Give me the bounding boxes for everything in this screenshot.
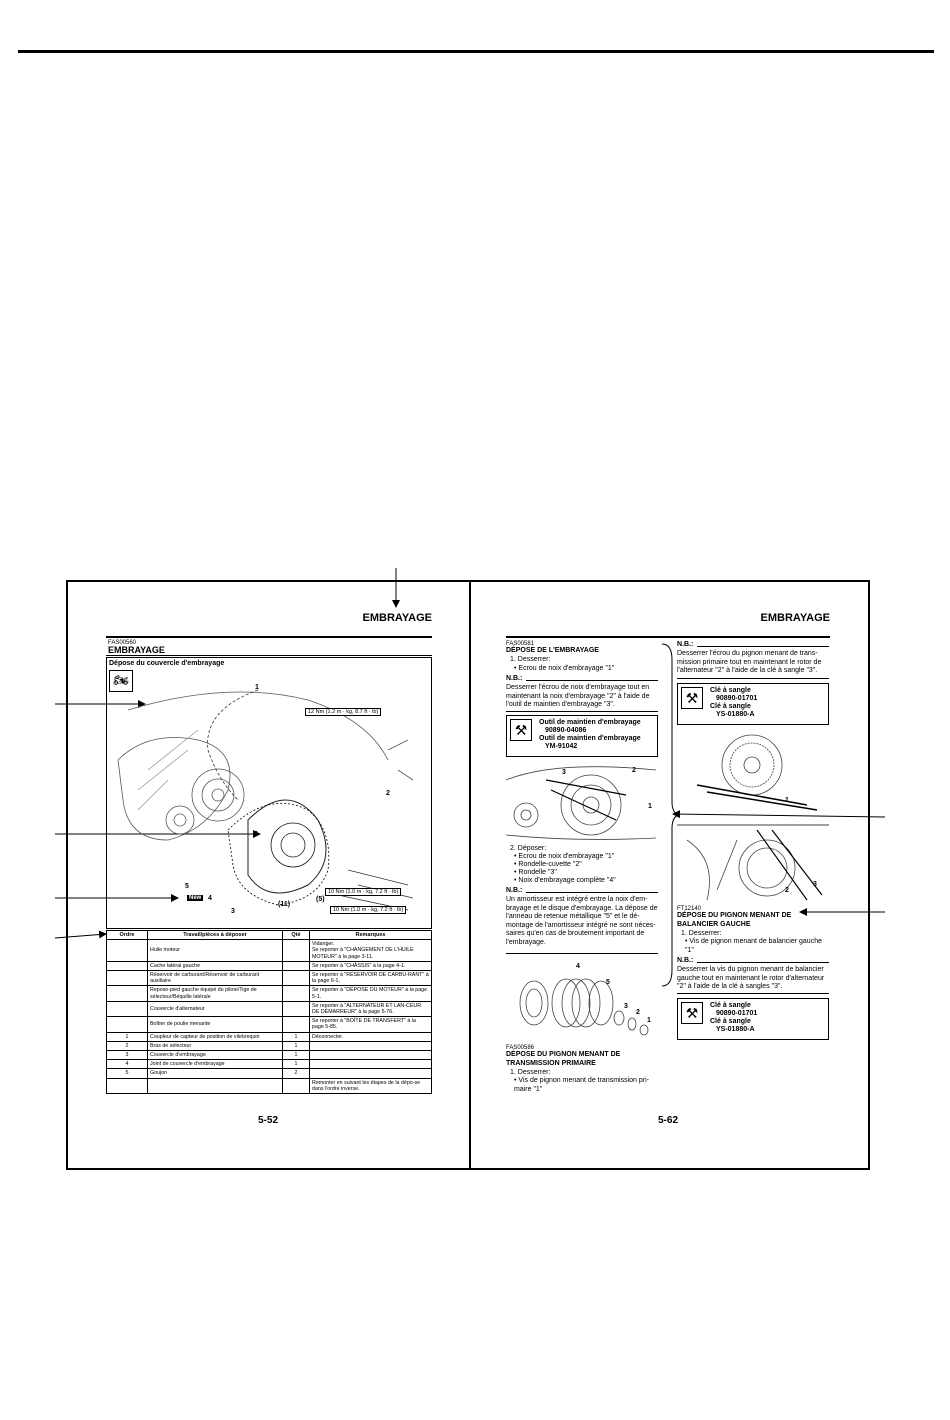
cell-remarques: Se reporter à "BOÎTE DE TRANSFERT" à la page 5-85. [310,1017,432,1032]
cell-travail: Huile moteur [148,940,283,962]
cell-remarques: Se reporter à "ALTERNATEUR ET LAN-CEUR DE DÉMARREUR" à la page 5-76. [310,1001,432,1016]
tool2-line4: YS-01880-A [716,711,755,718]
r-col2-title: DÉPOSE DU PIGNON MENANT DE BALANCIER GAUCHE [677,912,792,928]
callout-5a: 5 [254,831,258,838]
left-title-rule [106,655,432,656]
r-col2-nb1-end [677,678,829,679]
r-col1-nb2-text: Un amortisseur est intégré entre la noix d'em-brayage et le disque d'embrayage. La dépose de l'anneau de retenue métallique "5" et le dé-montage de l'amortisseur intégré ne sont néces-saires qu'en cas de broutement important de l'embrayage. [506,896,658,946]
cell-remarques: Se reporter à "RÉSERVOIR DE CARBU-RANT" à la page 6-1. [310,971,432,986]
callout-5b: 5 [185,883,189,890]
svg-text:1: 1 [785,797,789,804]
r-col1-nb2-label: N.B.: [506,887,523,894]
tool2-line3: Clé à sangle [710,703,751,710]
cell-travail: Joint de couvercle d'embrayage [148,1060,283,1069]
cell-ordre: 1 [107,1032,148,1041]
tool1-line2: 90890-04086 [545,727,587,734]
cell-ordre [107,971,148,986]
r-col1-nb1-label: N.B.: [506,675,523,682]
table-row [107,986,432,1001]
callout-1: 1 [255,684,259,691]
spread-divider [469,580,471,1170]
clutch-holder-illustration [506,760,658,842]
tool3-line3: Clé à sangle [710,1018,751,1025]
cell-qte [283,971,310,986]
r-col1-title2: DÉPOSE DU PIGNON MENANT DE TRANSMISSION PRIMAIRE [506,1051,621,1067]
th-remarques: Remarques [310,931,432,940]
cell-ordre [107,1001,148,1016]
cell-qte: 2 [283,1069,310,1078]
cell-qte [283,1078,310,1093]
cell-ordre [107,986,148,1001]
r-col1-step3: 1. Desserrer: [510,1069,551,1076]
cell-remarques [310,1041,432,1050]
table-row [107,971,432,986]
clutch-parts-illustration [506,958,658,1046]
svg-text:1: 1 [647,1017,651,1024]
r-col2-nb2-text: Desserrer la vis du pignon menant de balancier gauche tout en maintenant le rotor d'alternateur "2" à l'aide de la clé à sangles "3". [677,966,825,990]
r-col2-nb1-rule [697,646,829,647]
callout-11: (11) [278,901,291,908]
torque-label-2: 10 Nm (1.0 m · kg, 7.2 ft · lb) [325,888,401,896]
table-row [107,940,432,962]
table-row [107,1001,432,1016]
cell-ordre: 2 [107,1041,148,1050]
tool2-line1: Clé à sangle [710,687,751,694]
cell-travail: Cache latéral gauche [148,961,283,970]
r-col1-step2-item3: • Rondelle "3" [514,869,557,876]
th-travail: Travail/pièces à déposer [148,931,283,940]
cell-ordre [107,1017,148,1032]
table-row [107,961,432,970]
r-col2-nb1-text: Desserrer l'écrou du pignon menant de trans-mission primaire tout en maintenant le rotor de l'alternateur "2" à l'aide de la clé à sangle "3". [677,650,822,674]
table-row [107,1041,432,1050]
cell-travail: Goujon [148,1069,283,1078]
svg-text:3: 3 [813,881,817,888]
cell-travail [148,1078,283,1093]
cell-travail: Couvercle d'embrayage [148,1051,283,1060]
r-col1-nb2-end [506,953,658,954]
callout-2: 2 [386,790,390,797]
left-page-number: 5-52 [258,1115,279,1126]
cell-qte [283,1001,310,1016]
table-header-row [107,931,432,940]
left-section-title: EMBRAYAGE [108,645,165,655]
cell-ordre [107,961,148,970]
table-row [107,1051,432,1060]
r-col1-step3-item: • Vis de pignon menant de transmission pri-maire "1" [514,1077,650,1093]
cell-ordre: 5 [107,1069,148,1078]
torque-label-1: 12 Nm (1.2 m · kg, 8.7 ft · lb) [305,708,381,716]
cell-remarques: Remonter en suivant les étapes de la dépo-se dans l'ordre inverse. [310,1078,432,1093]
cell-ordre: 3 [107,1051,148,1060]
cell-travail: Boîtier de poulie menante [148,1017,283,1032]
r-col1-step2-item2: • Rondelle-cuvette "2" [514,861,582,868]
cell-qte: 1 [283,1060,310,1069]
cell-travail: Repose-pied gauche équipé du pilote/Tige de sélecteur/Béquille latérale [148,986,283,1001]
th-qte: Qté [283,931,310,940]
r-col1-code1: FAS00581 [506,641,535,647]
cell-qte: 1 [283,1032,310,1041]
svg-text:2: 2 [632,767,636,774]
r-col1-code2: FAS00586 [506,1045,535,1051]
r-col1-step1: 1. Desserrer: [510,656,551,663]
cell-remarques [310,1060,432,1069]
r-col1-title1: DÉPOSE DE L'EMBRAYAGE [506,647,599,654]
new-badge: New [189,895,202,901]
cell-qte [283,1017,310,1032]
table-row [107,1078,432,1093]
cell-travail: Couvercle d'alternateur [148,1001,283,1016]
tool3-line1: Clé à sangle [710,1002,751,1009]
r-col2-code: FT12140 [677,906,702,912]
svg-text:2: 2 [636,1009,640,1016]
tool1-line4: YM-91042 [545,743,578,750]
tool1-line1: Outil de maintien d'embrayage [539,719,641,726]
tool3-line4: YS-01880-A [716,1026,755,1033]
svg-text:1: 1 [648,803,652,810]
left-header: EMBRAYAGE [362,612,432,624]
r-col2-nb2-end [677,993,829,994]
cell-ordre [107,940,148,962]
cell-travail: Coupleur de capteur de position de vilebrequin [148,1032,283,1041]
r-col1-nb1-end [506,711,658,712]
cell-remarques: Se reporter à "DÉPOSE DU MOTEUR" à la page 5-1. [310,986,432,1001]
right-page-number: 5-62 [658,1115,679,1126]
cell-travail: Réservoir de carburant/Réservoir de carburant auxiliaire [148,971,283,986]
r-col1-step2: 2. Déposer: [510,845,547,852]
cell-travail: Bras de sélecteur [148,1041,283,1050]
cell-ordre: 4 [107,1060,148,1069]
callout-4: 4 [208,895,212,902]
r-col2-nb2-label: N.B.: [677,957,694,964]
left-section-code: FAS00560 [108,640,137,646]
motorcycle-icon: 🏍 [109,670,133,692]
cell-remarques [310,1069,432,1078]
table-row [107,1069,432,1078]
callout-3: 3 [231,908,235,915]
cell-remarques: Vidanger. Se reporter à "CHANGEMENT DE L'HUILE MOTEUR" à la page 3-11. [310,940,432,962]
svg-text:5: 5 [606,979,610,986]
strap-wrench-illustration [677,730,829,906]
cell-remarques [310,1051,432,1060]
cell-qte: 1 [283,1041,310,1050]
r-col1-step1-item: • Ecrou de noix d'embrayage "1" [514,665,615,672]
tool1-line3: Outil de maintien d'embrayage [539,735,641,742]
r-col2-step1: 1. Desserrer: [681,930,722,937]
r-col2-nb1-label: N.B.: [677,641,694,648]
r-col1-step2-item4: • Noix d'embrayage complète "4" [514,877,616,884]
cell-qte: 1 [283,1051,310,1060]
svg-text:2: 2 [785,887,789,894]
svg-text:3: 3 [624,1003,628,1010]
tool-icon: ⚒ [681,1002,703,1024]
r-col1-nb1-rule [526,680,658,681]
cell-ordre [107,1078,148,1093]
cell-remarques: Déconnecter. [310,1032,432,1041]
r-col2-step1-item: • Vis de pignon menant de balancier gauche "1" [685,938,822,954]
r-col1-nb2-rule [526,892,658,893]
th-ordre: Ordre [107,931,148,940]
svg-text:4: 4 [576,963,580,970]
callout-5-paren: (5) [316,896,325,903]
tool2-line2: 90890-01701 [716,695,758,702]
svg-text:3: 3 [562,769,566,776]
torque-label-3: 10 Nm (1.0 m · kg, 7.2 ft · lb) [330,906,406,914]
table-row [107,1060,432,1069]
r-col2-nb2-rule [697,962,829,963]
table-row [107,1032,432,1041]
right-header: EMBRAYAGE [760,612,830,624]
left-header-rule [106,636,432,638]
tool-icon: ⚒ [681,687,703,709]
right-header-rule [506,636,830,638]
cell-qte [283,940,310,962]
r-col2-toolbox1 [677,683,829,725]
r-col2-toolbox2 [677,998,829,1040]
tool-icon: ⚒ [510,719,532,741]
tool3-line2: 90890-01701 [716,1010,758,1017]
top-rule [18,50,934,53]
cell-qte [283,986,310,1001]
cell-qte [283,961,310,970]
table-row [107,1017,432,1032]
cell-remarques: Se reporter à "CHÂSSIS" à la page 4-1. [310,961,432,970]
r-col1-step2-item1: • Ecrou de noix d'embrayage "1" [514,853,615,860]
r-col1-toolbox [506,715,658,757]
r-col1-nb1-text: Desserrer l'écrou de noix d'embrayage tout en maintenant la noix d'embrayage "2" à l'aide de l'outil de maintien d'embrayage "3". [506,684,650,708]
box-title: Dépose du couvercle d'embrayage [109,660,225,667]
parts-table [106,930,432,1094]
